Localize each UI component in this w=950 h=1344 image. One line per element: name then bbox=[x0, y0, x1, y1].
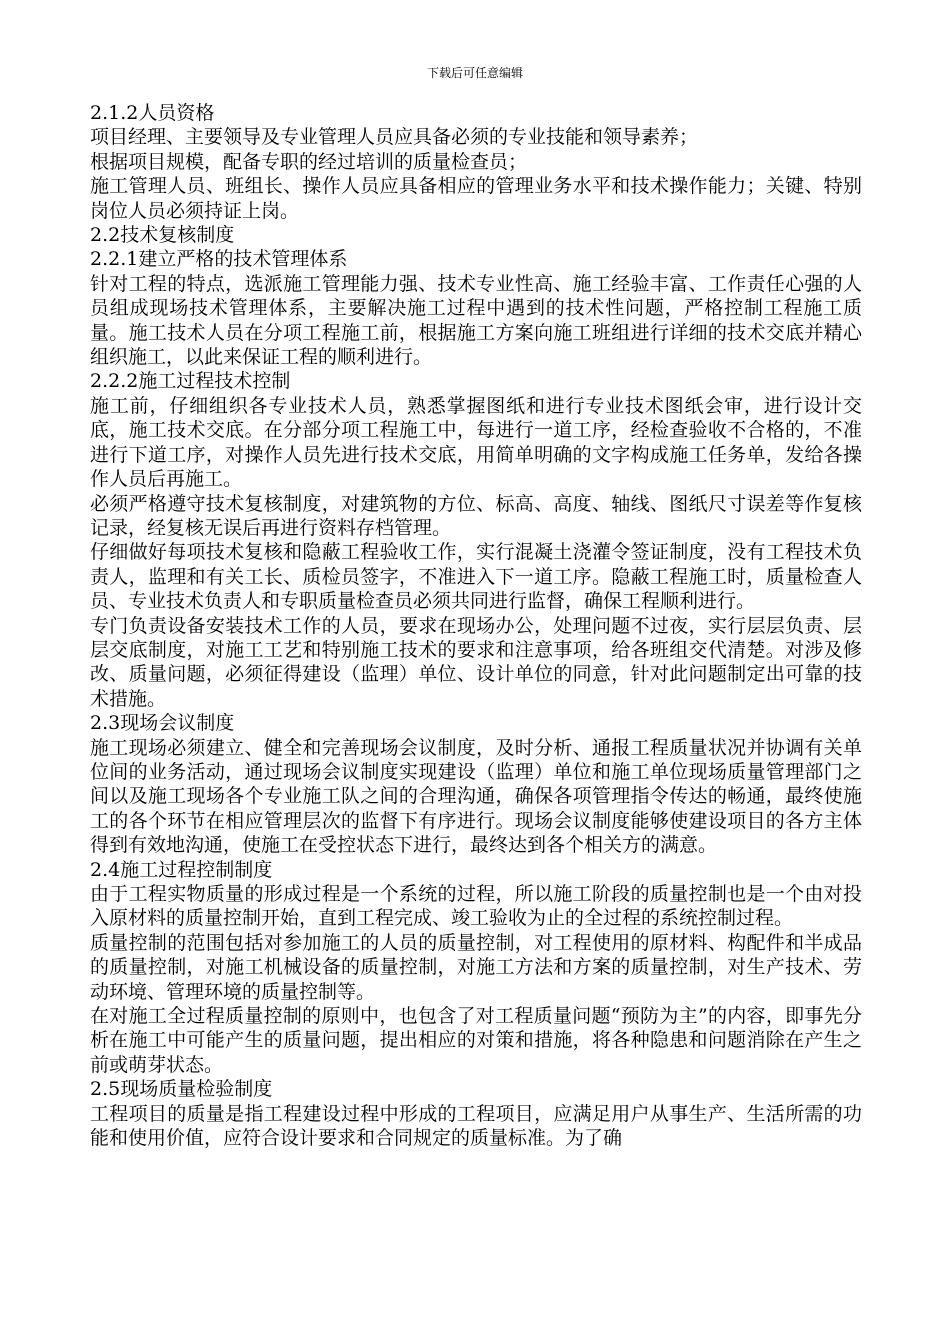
section-heading-2-5: 2.5现场质量检验制度 bbox=[90, 1078, 273, 1101]
section-heading-2-4: 2.4施工过程控制制度 bbox=[90, 858, 273, 881]
paragraph: 施工前，仔细组织各专业技术人员，熟悉掌握图纸和进行专业技术图纸会审，进行设计交底，施工技术交底。在分部分项工程施工中，每进行一道工序，经检查验收不合格的，不准进行下道工序，对操作人员先进行技术交底，用简单明确的文字构成施工任务单，发给各操作人员后再施工。 bbox=[90, 394, 862, 491]
paragraph: 根据项目规模，配备专职的经过培训的质量检查员； bbox=[90, 150, 528, 173]
section-heading-2-3: 2.3现场会议制度 bbox=[90, 712, 235, 735]
paragraph: 施工现场必须建立、健全和完善现场会议制度，及时分析、通报工程质量状况并协调有关单位间的业务活动，通过现场会议制度实现建设（监理）单位和施工单位现场质量管理部门之间以及施工现场各个专业施工队之间的合理沟通，确保各项管理指令传达的畅通，最终使施工的各个环节在相应管理层次的监督下有序进行。现场会议制度能够使建设项目的各方主体得到有效地沟通，使施工在受控状态下进行，最终达到各个相关方的满意。 bbox=[90, 736, 862, 857]
document-body bbox=[90, 101, 862, 1150]
paragraph: 必须严格遵守技术复核制度，对建筑物的方位、标高、高度、轴线、图纸尺寸误差等作复核记录，经复核无误后再进行资料存档管理。 bbox=[90, 492, 862, 539]
paragraph: 针对工程的特点，选派施工管理能力强、技术专业性高、施工经验丰富、工作责任心强的人员组成现场技术管理体系，主要解决施工过程中遇到的技术性问题，严格控制工程施工质量。施工技术人员在分项工程施工前，根据施工方案向施工班组进行详细的技术交底并精心组织施工，以此来保证工程的顺利进行。 bbox=[90, 272, 862, 369]
section-heading-2-2-1: 2.2.1建立严格的技术管理体系 bbox=[90, 248, 348, 271]
paragraph: 项目经理、主要领导及专业管理人员应具备必须的专业技能和领导素养； bbox=[90, 126, 699, 149]
paragraph: 质量控制的范围包括对参加施工的人员的质量控制，对工程使用的原材料、构配件和半成品的质量控制，对施工机械设备的质量控制，对施工方法和方案的质量控制，对生产技术、劳动环境、管理环境的质量控制等。 bbox=[90, 931, 862, 1003]
paragraph: 在对施工全过程质量控制的原则中，也包含了对工程质量问题“预防为主”的内容，即事先分析在施工中可能产生的质量问题，提出相应的对策和措施，将各种隐患和问题消除在产生之前或萌芽状态。 bbox=[90, 1005, 862, 1076]
paragraph: 由于工程实物质量的形成过程是一个系统的过程，所以施工阶段的质量控制也是一个由对投入原材料的质量控制开始，直到工程完成、竣工验收为止的全过程的系统控制过程。 bbox=[90, 883, 862, 930]
section-heading-2-1-2: 2.1.2人员资格 bbox=[90, 102, 215, 124]
page-header-note: 下载后可任意编辑 bbox=[426, 66, 523, 80]
section-heading-2-2: 2.2技术复核制度 bbox=[90, 224, 235, 247]
paragraph: 仔细做好每项技术复核和隐蔽工程验收工作，实行混凝土浇灌令签证制度，没有工程技术负责人，监理和有关工长、质检员签字，不准进入下一道工序。隐蔽工程施工时，质量检查人员、专业技术负责人和专职质量检查员必须共同进行监督，确保工程顺利进行。 bbox=[90, 541, 862, 613]
paragraph: 工程项目的质量是指工程建设过程中形成的工程项目，应满足用户从事生产、生活所需的功能和使用价值，应符合设计要求和合同规定的质量标准。为了确 bbox=[90, 1102, 862, 1150]
paragraph: 施工管理人员、班组长、操作人员应具备相应的管理业务水平和技术操作能力；关键、特别岗位人员必须持证上岗。 bbox=[90, 175, 862, 222]
paragraph: 专门负责设备安装技术工作的人员，要求在现场办公，处理问题不过夜，实行层层负责、层层交底制度，对施工工艺和特别施工技术的要求和注意事项，给各班组交代清楚。对涉及修改、质量问题，必须征得建设（监理）单位、设计单位的同意，针对此问题制定出可靠的技术措施。 bbox=[90, 614, 862, 710]
section-heading-2-2-2: 2.2.2施工过程技术控制 bbox=[90, 370, 291, 393]
